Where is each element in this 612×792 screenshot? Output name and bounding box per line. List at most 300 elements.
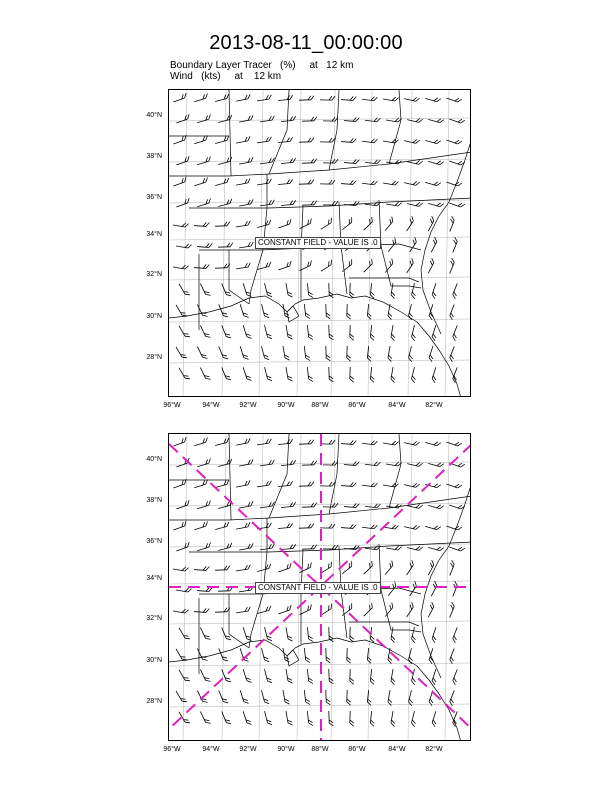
wind-barb [320, 96, 335, 100]
wind-barb [235, 136, 250, 143]
wind-barb [238, 157, 253, 164]
wind-barb [446, 522, 461, 531]
wind-barb [238, 199, 253, 206]
wind-barb [452, 669, 461, 684]
wind-barb [341, 96, 356, 101]
wind-barb [196, 115, 212, 123]
wind-barb [431, 367, 439, 383]
wind-barb [387, 690, 394, 705]
wind-barb [449, 690, 458, 705]
wind-barb [370, 711, 376, 726]
wind-barb [173, 565, 188, 572]
wind-barb [382, 217, 395, 231]
wind-barb [452, 283, 461, 298]
wind-barb [425, 439, 441, 447]
lon-tick-label: 92°W [239, 402, 257, 409]
wind-barb [240, 345, 248, 361]
wind-barb [257, 95, 272, 101]
wind-barb [256, 564, 272, 572]
wind-barb [175, 156, 190, 165]
wind-barb [281, 544, 296, 549]
wind-barb [298, 218, 313, 228]
wind-barb [425, 602, 436, 617]
wind-barb [200, 710, 210, 725]
wind-barb [215, 608, 230, 613]
wind-barb [299, 180, 314, 185]
wind-barb [304, 648, 310, 663]
wind-barb [408, 690, 416, 706]
wind-barb [449, 237, 458, 252]
wind-barb [304, 346, 310, 361]
wind-barb [222, 710, 231, 725]
wind-barb [243, 710, 251, 726]
wind-barb [367, 346, 373, 361]
wind-barb [286, 366, 293, 381]
wind-barb [172, 135, 187, 144]
wind-barb [428, 116, 444, 124]
wind-barb [411, 325, 419, 341]
wind-barb [320, 180, 335, 184]
wind-barb [428, 346, 436, 362]
wind-barb [238, 501, 253, 508]
wind-barb [286, 282, 293, 297]
wind-barb [243, 366, 251, 382]
wind-barb [404, 481, 420, 488]
wind-barb [347, 690, 352, 705]
wind-barb [344, 159, 359, 164]
wind-barb [236, 607, 251, 613]
wind-barb [403, 258, 415, 273]
wind-barb [407, 460, 423, 467]
lon-tick-label: 84°W [388, 402, 406, 409]
wind-barb [341, 180, 356, 185]
wind-barb [214, 480, 230, 488]
wind-barb [329, 669, 334, 684]
wind-barb [196, 459, 212, 467]
wind-barb [219, 689, 228, 704]
wind-barb [449, 157, 464, 166]
wind-barb [307, 283, 313, 298]
wind-barb [307, 669, 313, 684]
wind-barb [179, 668, 190, 683]
wind-barb [236, 565, 251, 571]
wind-barb [425, 95, 441, 103]
wind-barb [218, 243, 233, 248]
wind-barb [452, 325, 461, 340]
wind-barb [382, 561, 395, 575]
wind-barb [277, 563, 292, 572]
wind-barb [243, 668, 251, 684]
wind-barb [197, 345, 207, 360]
wind-barb [347, 304, 352, 319]
wind-barb [172, 93, 187, 102]
wind-barb [283, 345, 290, 360]
wind-barb [193, 438, 209, 446]
wind-barb [452, 627, 461, 642]
wind-barb [307, 325, 313, 340]
wind-barb [361, 561, 375, 574]
wind-barb [286, 626, 293, 641]
wind-barb [341, 524, 356, 529]
wind-barb [278, 481, 293, 486]
wind-barb [217, 459, 233, 467]
lon-tick-label: 96°W [163, 746, 181, 753]
wind-barb [408, 346, 416, 362]
wind-barb [390, 669, 397, 684]
wind-barb [425, 179, 441, 187]
wind-barb [449, 501, 464, 510]
wind-barb [200, 668, 210, 683]
wind-barb [219, 345, 228, 360]
wind-barb [403, 216, 415, 231]
wind-barb [217, 115, 233, 123]
wind-barb [406, 237, 418, 252]
lat-tick-label: 40°N [146, 112, 162, 119]
wind-barb [243, 324, 251, 340]
wind-barb [200, 366, 210, 381]
lat-tick-label: 28°N [146, 698, 162, 705]
wind-barb [298, 260, 313, 270]
lon-tick-label: 82°W [425, 402, 443, 409]
wind-barb [260, 460, 275, 466]
wind-barb [304, 304, 310, 319]
lon-tick-label: 88°W [311, 402, 329, 409]
wind-barb [260, 116, 275, 122]
wind-barb [194, 222, 209, 227]
wind-barb [425, 216, 436, 231]
wind-barb [449, 543, 464, 552]
wind-barb [411, 711, 419, 727]
lat-tick-label: 30°N [146, 657, 162, 664]
wind-barb [257, 481, 272, 487]
wind-barb [411, 367, 419, 383]
wind-barb [302, 159, 317, 164]
lon-tick-label: 86°W [348, 402, 366, 409]
wind-barb [175, 114, 190, 123]
wind-barb [215, 264, 230, 269]
wind-barb [329, 325, 334, 340]
wind-barb [350, 283, 355, 298]
wind-barb [428, 158, 444, 166]
wind-barb [307, 711, 313, 726]
wind-barb [362, 523, 377, 529]
wind-barb [347, 648, 352, 663]
wind-barb [277, 605, 292, 614]
wind-barb [193, 94, 209, 102]
wind-barb [370, 325, 376, 340]
wind-barb [214, 178, 230, 186]
wind-barb [382, 259, 395, 273]
wind-barb [404, 523, 420, 530]
wind-barb [404, 179, 420, 186]
lon-tick-label: 90°W [277, 746, 295, 753]
map-panel-top [168, 89, 471, 397]
wind-barb [235, 94, 250, 101]
wind-barb [367, 690, 373, 705]
wind-barb [200, 324, 210, 339]
wind-barb [449, 648, 458, 663]
wind-barb [361, 603, 375, 616]
wind-barb [320, 482, 335, 486]
wind-barb [326, 346, 331, 361]
wind-barb [240, 689, 248, 705]
wind-barb [307, 627, 313, 642]
wind-barb [196, 501, 212, 509]
wind-barb [350, 367, 355, 382]
wind-barb [361, 259, 375, 272]
wind-barb [172, 521, 187, 530]
wind-barb [340, 217, 354, 229]
wind-barb [262, 345, 270, 361]
wind-barb [431, 711, 439, 727]
wind-barb [299, 482, 314, 487]
lat-tick-label: 40°N [146, 456, 162, 463]
wind-barb [286, 710, 293, 725]
wind-barb [390, 325, 397, 340]
lat-tick-label: 36°N [146, 538, 162, 545]
wind-barb [240, 303, 248, 319]
wind-barb [425, 560, 436, 575]
wind-barb [176, 242, 191, 249]
wind-barb [278, 137, 293, 142]
wind-barb [283, 689, 290, 704]
wind-barb [362, 439, 377, 445]
wind-barb [173, 607, 188, 614]
wind-barb [446, 602, 455, 617]
map-panel-bottom [168, 433, 471, 741]
wind-barb [236, 221, 251, 227]
wind-barb [214, 136, 230, 144]
wind-barb [323, 461, 338, 465]
wind-barb [425, 258, 436, 273]
wind-barb [382, 603, 395, 617]
wind-barb [362, 481, 377, 487]
wind-barb [176, 345, 187, 360]
wind-barb [235, 522, 250, 529]
wind-barb [425, 137, 441, 145]
wind-barb [222, 366, 231, 381]
wind-barb [341, 138, 356, 143]
wind-barb [350, 711, 355, 726]
wind-barb [350, 669, 355, 684]
wind-barb [257, 439, 272, 445]
wind-barb [235, 438, 250, 445]
wind-barb [347, 346, 352, 361]
wind-barb [304, 690, 310, 705]
wind-barb [179, 366, 190, 381]
constant-field-label: CONSTANT FIELD - VALUE IS .0 [255, 582, 381, 594]
wind-barb [386, 158, 401, 165]
wind-barb [383, 439, 398, 446]
wind-barb [196, 157, 212, 165]
wind-barb [431, 283, 439, 299]
wind-barb [281, 200, 296, 205]
wind-barb [406, 581, 418, 596]
wind-barb [425, 523, 441, 531]
wind-barb [265, 710, 273, 726]
wind-barb [370, 283, 376, 298]
wind-barb [193, 522, 209, 530]
wind-barb [341, 440, 356, 445]
panel1-wind-label: Wind (kts) at 12 km [170, 71, 282, 82]
wind-barb [428, 304, 436, 320]
wind-barb [428, 648, 436, 664]
wind-barb [278, 95, 293, 100]
wind-barb [350, 627, 355, 642]
wind-barb [235, 480, 250, 487]
wind-barb [179, 324, 190, 339]
wind-barb [215, 222, 230, 227]
wind-barb [446, 258, 455, 273]
wind-barb [362, 137, 377, 143]
wind-barb [173, 263, 188, 270]
wind-barb [172, 437, 187, 446]
wind-barb [281, 116, 296, 121]
lon-tick-label: 96°W [163, 402, 181, 409]
wind-barb [326, 648, 331, 663]
wind-barb [277, 219, 292, 228]
wind-barb [200, 626, 210, 641]
wind-barb [404, 137, 420, 144]
lat-tick-label: 30°N [146, 313, 162, 320]
constant-field-label: CONSTANT FIELD - VALUE IS .0 [255, 237, 381, 249]
wind-barb [390, 367, 397, 382]
wind-barb [387, 346, 394, 361]
wind-barb [238, 543, 253, 550]
wind-barb [235, 178, 250, 185]
lat-tick-label: 32°N [146, 271, 162, 278]
wind-barb [194, 566, 209, 571]
wind-barb [173, 221, 188, 228]
wind-barb [262, 647, 270, 663]
wind-barb [176, 303, 187, 318]
wind-barb [214, 438, 230, 446]
wind-barb [265, 668, 273, 684]
lon-tick-label: 88°W [311, 746, 329, 753]
wind-barb [200, 282, 210, 297]
wind-barb [193, 136, 209, 144]
wind-barb [172, 177, 187, 186]
wind-barb [344, 503, 359, 508]
wind-barb [265, 324, 273, 340]
panel1-field-label: Boundary Layer Tracer (%) at 12 km [170, 60, 354, 71]
wind-barb [449, 199, 464, 208]
lon-tick-label: 94°W [202, 746, 220, 753]
lat-tick-label: 36°N [146, 194, 162, 201]
wind-barb [390, 711, 397, 726]
wind-barb [386, 502, 401, 509]
wind-barb [428, 237, 439, 252]
lat-tick-label: 34°N [146, 231, 162, 238]
wind-barb [176, 689, 187, 704]
wind-barb [194, 608, 209, 613]
wind-barb [365, 502, 380, 508]
wind-barb [383, 95, 398, 102]
wind-barb [256, 220, 272, 228]
wind-barb [362, 179, 377, 185]
wind-barb [386, 116, 401, 123]
lon-tick-label: 84°W [388, 746, 406, 753]
wind-barb [320, 524, 335, 528]
lon-tick-label: 92°W [239, 746, 257, 753]
wind-barb [302, 461, 317, 466]
wind-barb [367, 648, 373, 663]
wind-barb [278, 523, 293, 528]
lon-tick-label: 90°W [277, 402, 295, 409]
wind-barb [302, 117, 317, 122]
wind-barb [390, 283, 397, 298]
lat-tick-label: 32°N [146, 615, 162, 622]
wind-barb [326, 304, 331, 319]
wind-barb [446, 480, 461, 489]
wind-barb [278, 179, 293, 184]
wind-barb [403, 560, 415, 575]
wind-barb [323, 117, 338, 121]
wind-barb [238, 459, 253, 466]
wind-barb [175, 198, 190, 207]
wind-barb [194, 264, 209, 269]
wind-barb [390, 627, 397, 642]
wind-barb [193, 178, 209, 186]
lon-tick-label: 86°W [348, 746, 366, 753]
wind-barb [286, 668, 293, 683]
lat-tick-label: 34°N [146, 575, 162, 582]
wind-barb [428, 502, 444, 510]
wind-barb [307, 367, 313, 382]
lon-tick-label: 94°W [202, 402, 220, 409]
wind-barb [197, 243, 212, 248]
wind-barb [299, 138, 314, 143]
wind-barb [214, 522, 230, 530]
wind-barb [403, 602, 415, 617]
wind-barb [319, 218, 334, 229]
wind-barb [362, 95, 377, 101]
wind-barb [193, 480, 209, 488]
wind-barb [265, 282, 273, 298]
wind-barb [370, 669, 376, 684]
wind-barb [176, 647, 187, 662]
wind-barb [365, 158, 380, 164]
wind-barb [428, 200, 444, 208]
wind-barb [428, 460, 444, 468]
wind-barb [215, 566, 230, 571]
wind-barb [326, 690, 331, 705]
wind-barb [262, 303, 270, 319]
wind-barb [214, 94, 230, 102]
wind-barb [431, 627, 439, 643]
wind-barb [277, 261, 292, 270]
wind-barb [340, 259, 354, 271]
wind-barb [238, 115, 253, 122]
wind-barb [319, 260, 334, 271]
wind-barb [175, 542, 190, 551]
wind-barb [446, 136, 461, 145]
wind-barb [340, 603, 354, 615]
lon-tick-label: 82°W [425, 746, 443, 753]
wind-barb [265, 366, 273, 382]
wind-barb [302, 503, 317, 508]
wind-barb [175, 500, 190, 509]
wind-barb [446, 178, 461, 187]
wind-barb [383, 179, 398, 186]
wind-barb [172, 479, 187, 488]
wind-barb [449, 581, 458, 596]
wind-barb [428, 544, 444, 552]
wind-barb [299, 524, 314, 529]
wind-barb [341, 482, 356, 487]
wind-barb [370, 367, 376, 382]
wind-barb [367, 304, 373, 319]
